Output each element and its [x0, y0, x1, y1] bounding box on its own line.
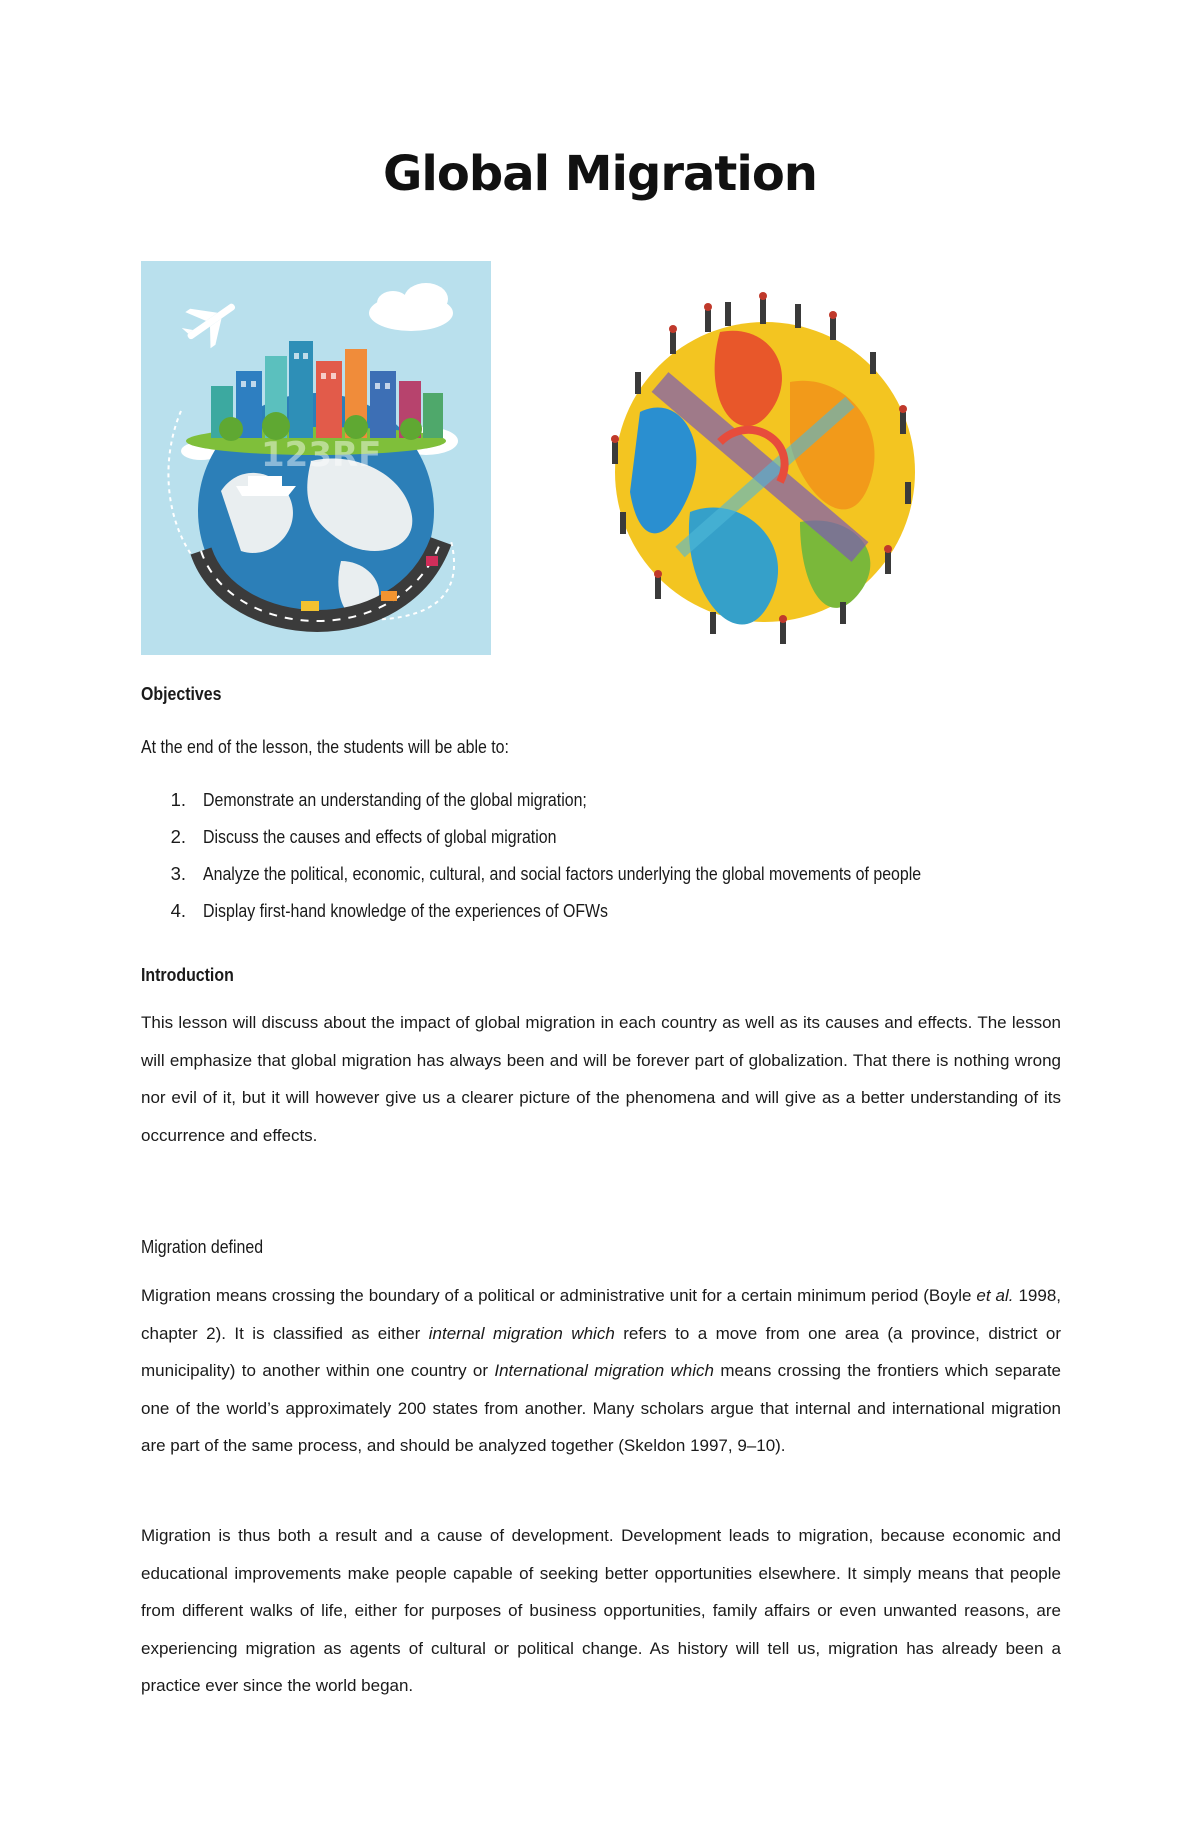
migration-defined-heading: Migration defined	[141, 1236, 264, 1257]
objectives-intro: At the end of the lesson, the students will be able to:	[141, 736, 509, 757]
development-paragraph: Migration is thus both a result and a cause of development. Development leads to migration, because economic and educational improvements make people capable of seeking better opportunities elsewhere. It simply means that people from different walks of life, either for purposes of business opportunities, family affairs or even unwanted reasons, are experiencing migration as agents of cultural or political change. As history will tell us, migration has already been a practice ever since the world began.	[141, 1526, 1061, 1695]
introduction-body: This lesson will discuss about the impact of global migration in each country as well as its causes and effects. The lesson will emphasize that global migration has always been and will be forever part of globalization. That there is nothing wrong nor evil of it, but it will however give us a clearer picture of the phenomena and will give as a better understanding of its occurrence and effects.	[141, 1013, 1061, 1145]
people-globe-illustration	[600, 292, 930, 650]
introduction-heading: Introduction	[141, 964, 234, 985]
watermark: 123RF	[261, 435, 382, 475]
migration-defined-body: Migration means crossing the boundary of a political or administrative unit for a certain minimum period (Boyle et al. 1998, chapter 2). It is classified as either internal migration which refers to a move from one area (a province, district or municipality) to another within one country or International migration which means crossing the frontiers which separate one of the world’s approximately 200 states from another. Many scholars argue that internal and international migration are part of the same process, and should be analyzed together (Skeldon 1997, 9–10).	[141, 1286, 1061, 1455]
page-title: Global Migration	[383, 146, 817, 202]
city-globe-illustration	[141, 261, 491, 655]
objectives-heading: Objectives	[141, 683, 222, 704]
